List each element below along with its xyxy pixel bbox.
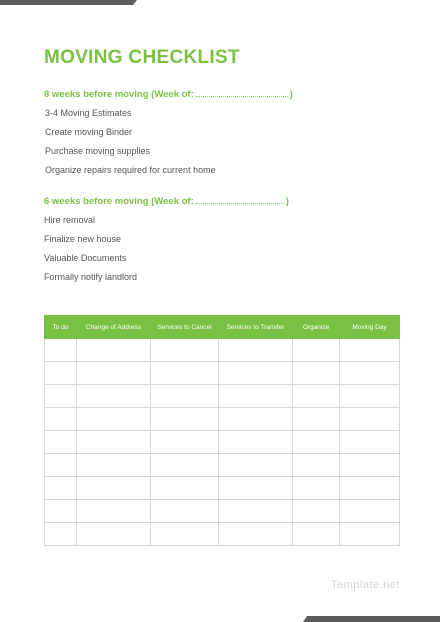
bottom-corner-bar: [303, 616, 440, 622]
table-cell[interactable]: [340, 431, 400, 454]
column-header-organize: Organize: [293, 316, 340, 339]
table-cell[interactable]: [340, 523, 400, 546]
table-row: [45, 500, 400, 523]
table-cell[interactable]: [45, 362, 77, 385]
table-cell[interactable]: [77, 385, 151, 408]
column-header-change-of-address: Change of Address: [77, 316, 151, 339]
table-cell[interactable]: [340, 339, 400, 362]
table-cell[interactable]: [151, 339, 219, 362]
column-header-to-do: To do: [45, 316, 77, 339]
table-cell[interactable]: [151, 454, 219, 477]
table-cell[interactable]: [293, 500, 340, 523]
table-cell[interactable]: [77, 477, 151, 500]
week-of-blank-field[interactable]: [196, 87, 288, 97]
page-title: MOVING CHECKLIST: [44, 47, 240, 68]
checklist-items: [45, 107, 293, 183]
week-of-blank-field[interactable]: [196, 194, 284, 204]
table-cell[interactable]: [293, 523, 340, 546]
table-cell[interactable]: [293, 454, 340, 477]
table-cell[interactable]: [45, 339, 77, 362]
table-row: [45, 477, 400, 500]
table-cell[interactable]: [77, 500, 151, 523]
section-heading-close: ): [285, 196, 289, 207]
table-cell[interactable]: [77, 454, 151, 477]
table-cell[interactable]: [151, 523, 219, 546]
table-row: [45, 362, 400, 385]
table-cell[interactable]: [293, 362, 340, 385]
checklist-items: [44, 214, 289, 290]
table-cell[interactable]: [77, 339, 151, 362]
list-item: 3-4 Moving Estimates: [45, 108, 132, 118]
section-6-weeks: [44, 194, 289, 290]
moving-checklist-table: [44, 315, 400, 546]
table-cell[interactable]: [340, 454, 400, 477]
table-row: [45, 523, 400, 546]
table-cell[interactable]: [293, 477, 340, 500]
section-heading-close: ): [289, 89, 293, 100]
section-heading-text: 8 weeks before moving (Week of:: [44, 89, 194, 100]
table-row: [45, 339, 400, 362]
table-cell[interactable]: [45, 454, 77, 477]
list-item: Purchase moving supplies: [45, 146, 151, 156]
table-cell[interactable]: [77, 362, 151, 385]
table-cell[interactable]: [340, 477, 400, 500]
table-cell[interactable]: [151, 477, 219, 500]
table-cell[interactable]: [45, 385, 77, 408]
table-cell[interactable]: [45, 477, 77, 500]
table-cell[interactable]: [219, 523, 293, 546]
section-heading: [44, 194, 289, 208]
table-cell[interactable]: [77, 523, 151, 546]
table-row: [45, 454, 400, 477]
table-cell[interactable]: [340, 362, 400, 385]
table-cell[interactable]: [219, 339, 293, 362]
section-8-weeks: [44, 87, 293, 183]
list-item: Valuable Documents: [44, 253, 127, 263]
table-cell[interactable]: [219, 408, 293, 431]
table-cell[interactable]: [151, 362, 219, 385]
watermark-text: Template.net: [331, 579, 400, 591]
list-item: Finalize new house: [44, 234, 122, 244]
table-cell[interactable]: [219, 500, 293, 523]
column-header-services-to-transfer: Services to Transfer: [219, 316, 293, 339]
table-cell[interactable]: [45, 408, 77, 431]
table-cell[interactable]: [151, 500, 219, 523]
table-cell[interactable]: [293, 431, 340, 454]
table-cell[interactable]: [340, 500, 400, 523]
section-heading-text: 6 weeks before moving (Week of:: [44, 196, 194, 207]
table-body: [45, 339, 400, 546]
table-cell[interactable]: [340, 408, 400, 431]
table-cell[interactable]: [151, 385, 219, 408]
list-item: Formally notify landlord: [44, 272, 138, 282]
table-cell[interactable]: [219, 385, 293, 408]
table-cell[interactable]: [151, 408, 219, 431]
list-item: Organize repairs required for current home: [45, 165, 216, 175]
column-header-services-to-cancel: Services to Cancel: [151, 316, 219, 339]
table-row: [45, 385, 400, 408]
table-cell[interactable]: [219, 431, 293, 454]
table-header-row: [45, 316, 400, 339]
top-corner-bar: [0, 0, 137, 5]
table-cell[interactable]: [219, 362, 293, 385]
table-cell[interactable]: [151, 431, 219, 454]
table-cell[interactable]: [293, 408, 340, 431]
list-item: Create moving Binder: [45, 127, 133, 137]
table-cell[interactable]: [77, 408, 151, 431]
list-item: Hire removal: [44, 215, 96, 225]
table-row: [45, 408, 400, 431]
table-cell[interactable]: [45, 500, 77, 523]
table-cell[interactable]: [340, 385, 400, 408]
table-cell[interactable]: [219, 454, 293, 477]
section-heading: [44, 87, 293, 101]
table-cell[interactable]: [219, 477, 293, 500]
table-row: [45, 431, 400, 454]
table-cell[interactable]: [77, 431, 151, 454]
column-header-moving-day: Moving Day: [340, 316, 400, 339]
table-cell[interactable]: [293, 385, 340, 408]
table-cell[interactable]: [293, 339, 340, 362]
table-cell[interactable]: [45, 523, 77, 546]
table-cell[interactable]: [45, 431, 77, 454]
